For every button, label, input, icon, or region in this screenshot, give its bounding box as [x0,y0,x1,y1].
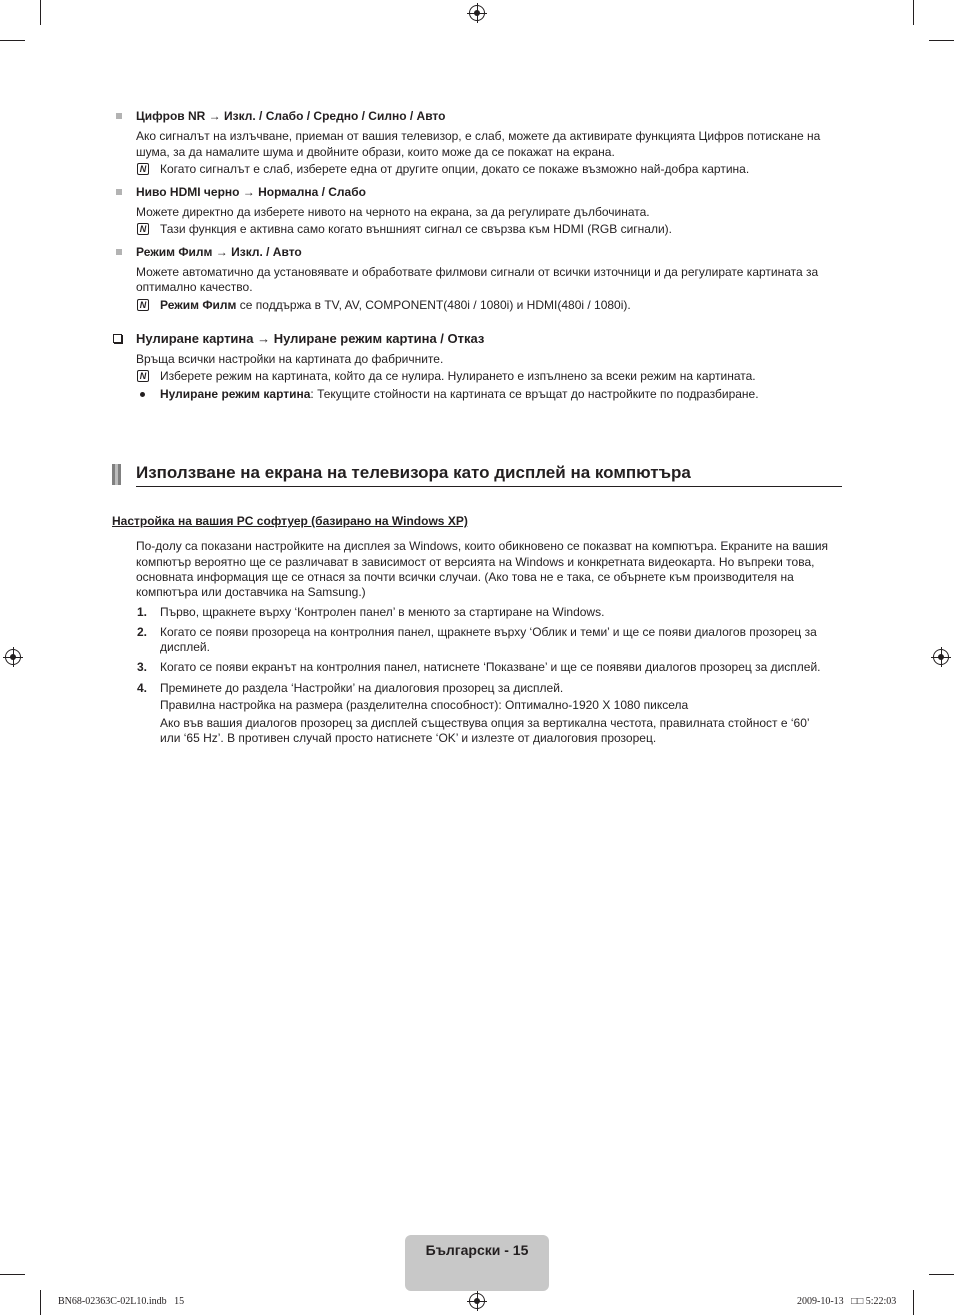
step-text: Правилна настройка на размера (разделителна способност): Оптимално-1920 X 1080 пиксела [160,698,689,712]
step-text: Първо, щракнете върху ‘Контролен панел’ в менюто за стартиране на Windows. [160,605,605,619]
registration-mark-icon [10,654,16,660]
step-text: Когато се появи екранът на контролния панел, натиснете ‘Показване’ и ще се появяви диалогов прозорец за дисплей. [160,660,821,674]
step-number: 3. [137,660,148,674]
crop-mark [40,1290,41,1315]
hdmi-black-note: Тази функция е активна само когато външният сигнал се свързва към HDMI (RGB сигнали). [160,222,673,236]
digital-nr-desc: Ако сигналът на излъчване, приеман от вашия телевизор, е слаб, можете да активирате функцията Цифров потискане на [136,129,821,143]
digital-nr-desc: шума, за да намалите шума и двойните образи, които може да се покажат на екрана. [136,145,615,159]
film-mode-note-bold: Режим Филм [160,298,237,312]
step-number: 2. [137,625,148,639]
crop-mark [929,1274,954,1275]
pc-intro: По-долу са показани настройките на дисплея за Windows, които обикновено се показват на компютъра. Екраните на вашия [136,539,829,553]
reset-title: Нулиране картина → Нулиране режим картина / Отказ [136,331,485,346]
reset-note: Изберете режим на картината, който да се нулира. Нулирането е изпълнено за всеки режим на картината. [160,369,756,383]
crop-mark [929,40,954,41]
film-mode-desc: оптимално качество. [136,280,253,294]
heading-marker [115,464,118,485]
reset-bullet-text: : Текущите стойности на картината се връщат до настройките по подразбиране. [310,387,759,401]
square-bullet-icon [116,113,122,119]
film-mode-note [160,298,631,314]
pc-intro: компютъра или доставчика на Samsung.) [136,585,366,599]
note-icon: N [137,299,149,311]
checkbox-bullet-icon [113,334,122,343]
hdmi-black-title: Ниво HDMI черно → Нормална / Слабо [136,185,366,199]
footer-file: BN68-02363C-02L10.indb 15 [58,1296,185,1307]
step-text: дисплей. [160,640,210,654]
film-mode-note-text: се поддържа в TV, AV, COMPONENT(480i / 1080i) и HDMI(480i / 1080i). [236,298,631,312]
film-mode-desc: Можете автоматично да установявате и обработвате филмови сигнали от всички източници и да регулирате картината за [136,265,819,279]
step-text: Преминете до раздела ‘Настройки’ на диалоговия прозорец за дисплей. [160,681,564,695]
note-icon: N [137,223,149,235]
square-bullet-icon [116,189,122,195]
hdmi-black-desc: Можете директно да изберете нивото на черното на екрана, за да регулирате дълбочината. [136,205,650,219]
digital-nr-note: Когато сигналът е слаб, изберете една от другите опции, докато се покаже възможно най-добра картина. [160,162,750,176]
pc-intro: компютър вероятно ще се различават в зависимост от версията на Windows и конкретната видеокарта. Но въпреки това, [136,555,815,569]
step-text: или ‘65 Hz’. В противен случай просто натиснете ‘OK’ и излезте от диалоговия прозорец. [160,731,657,745]
digital-nr-title: Цифров NR → Изкл. / Слабо / Средно / Силно / Авто [136,109,446,123]
step-number: 1. [137,605,148,619]
reset-bullet [160,387,759,403]
registration-mark-icon [938,654,944,660]
note-icon: N [137,370,149,382]
pc-intro: основната информация ще се отнася за почти всички случаи. (Ако това не е така, се обърнете към производителя на [136,570,794,584]
reset-bullet-bold: Нулиране режим картина [160,387,311,401]
crop-mark [913,0,914,25]
step-number: 4. [137,681,148,695]
step-text: Ако във вашия диалогов прозорец за дисплей съществува опция за вертикална честота, правилната стойност е ‘60’ [160,716,810,730]
note-icon: N [137,163,149,175]
reset-desc: Връща всички настройки на картината до фабричните. [136,352,444,366]
square-bullet-icon [116,249,122,255]
registration-mark-icon [474,10,480,16]
crop-mark [40,0,41,25]
film-mode-title: Режим Филм → Изкл. / Авто [136,245,302,259]
crop-mark [0,40,25,41]
page-number: Български - 15 [425,1242,529,1258]
heading-underline [136,486,842,487]
footer-date: 2009-10-13 □□ 5:22:03 [797,1296,897,1307]
pc-heading: Използване на екрана на телевизора като дисплей на компютъра [136,463,691,482]
crop-mark [913,1290,914,1315]
step-text: Когато се появи прозореца на контролния панел, щракнете върху ‘Облик и теми’ и ще се появи диалогов прозорец за [160,625,817,639]
round-bullet-icon [140,392,145,397]
crop-mark [0,1274,25,1275]
registration-mark-icon [474,1298,480,1304]
pc-subheading: Настройка на вашия PC софтуер (базирано на Windows XP) [112,514,468,528]
